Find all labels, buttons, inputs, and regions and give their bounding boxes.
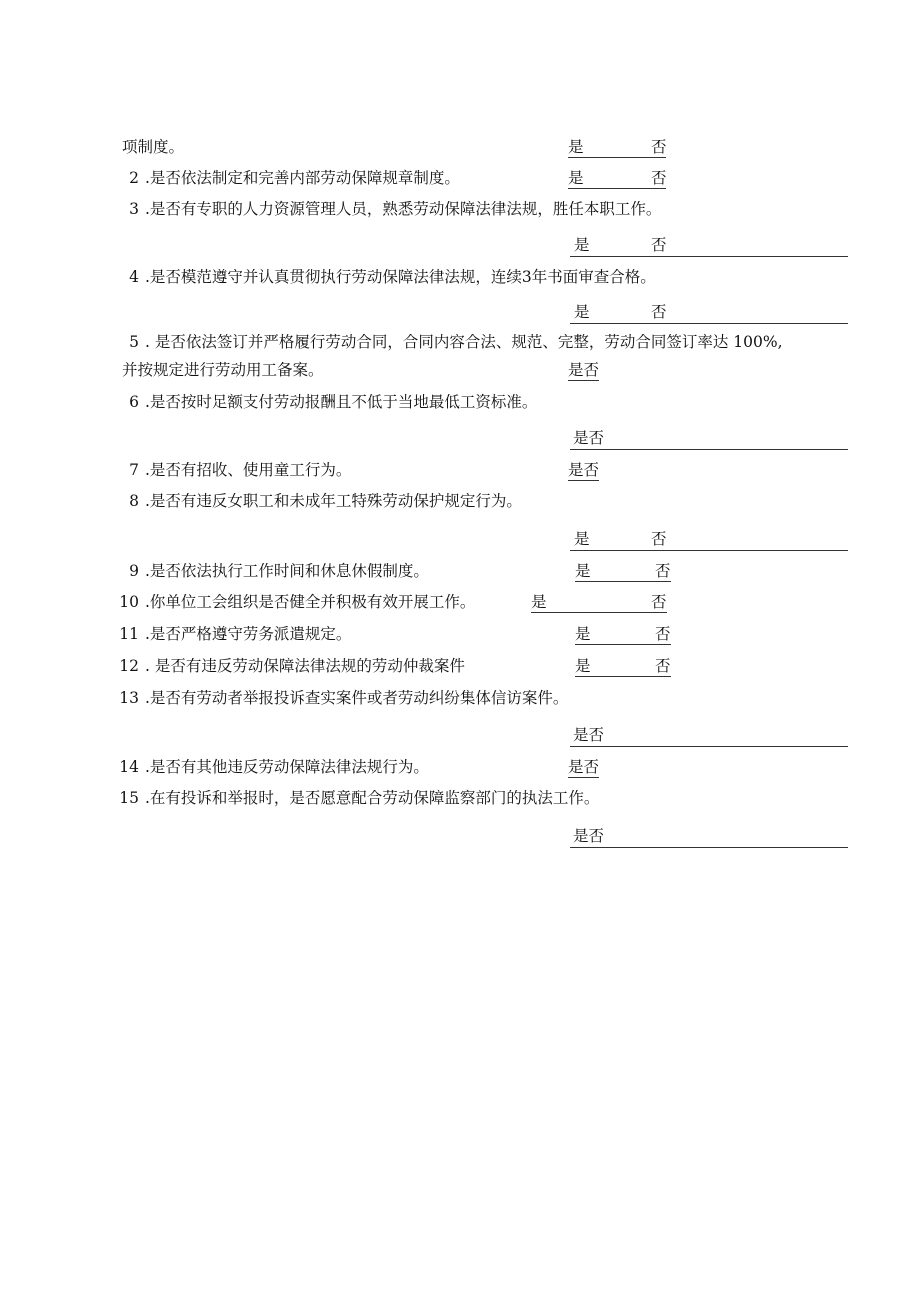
no-option[interactable]: 否 (651, 169, 667, 187)
yes-option[interactable]: 是 (568, 169, 584, 187)
item-6 (117, 392, 537, 412)
item-number: 4 (129, 268, 139, 286)
item-5 (117, 332, 783, 352)
item-11-answer[interactable] (575, 624, 671, 645)
item-8 (117, 491, 522, 511)
yes-option[interactable]: 是 (574, 530, 590, 548)
item-7-answer[interactable]: 是否 (568, 461, 600, 479)
yes-option[interactable]: 是 (568, 138, 584, 156)
item-12 (117, 656, 465, 676)
yes-option[interactable]: 是 (531, 593, 547, 611)
item-text: .是否有劳动者举报投诉查实案件或者劳动纠纷集体信访案件。 (145, 689, 569, 707)
item-number: 6 (129, 393, 139, 411)
item-4-answer[interactable] (574, 302, 674, 322)
item-text: .是否模范遵守并认真贯彻执行劳动保障法律法规，连续3年书面审查合格。 (145, 268, 656, 286)
item-number: 11 (119, 625, 139, 643)
no-option[interactable]: 否 (651, 138, 667, 156)
no-option[interactable]: 否 (655, 657, 671, 675)
item-number: 10 (119, 593, 139, 611)
item-text: .在有投诉和举报时，是否愿意配合劳动保障监察部门的执法工作。 (145, 789, 600, 807)
item-text: .你单位工会组织是否健全并积极有效开展工作。 (145, 593, 476, 611)
item-text: .是否依法制定和完善内部劳动保障规章制度。 (145, 169, 460, 187)
no-option[interactable]: 否 (651, 593, 667, 611)
item-text: .是否严格遵守劳务派遣规定。 (145, 625, 352, 643)
item-number: 2 (129, 169, 139, 187)
item-number: 14 (119, 758, 139, 776)
item-number: 13 (119, 689, 139, 707)
item-2 (117, 168, 460, 188)
no-option[interactable]: 否 (651, 236, 667, 254)
yes-option[interactable]: 是 (574, 236, 590, 254)
item-text: .是否有招收、使用童工行为。 (145, 461, 352, 479)
yes-option[interactable]: 是 (574, 303, 590, 321)
answer-line (570, 746, 848, 747)
item-text: . 是否有违反劳动保障法律法规的劳动仲裁案件 (145, 657, 465, 675)
no-option[interactable]: 否 (651, 303, 667, 321)
item-text: .是否有其他违反劳动保障法律法规行为。 (145, 758, 429, 776)
answer-line (570, 256, 848, 257)
no-option[interactable]: 否 (655, 625, 671, 643)
item-number: 9 (129, 562, 139, 580)
answer-line (570, 550, 848, 551)
answer-line (570, 847, 848, 848)
item-number: 5 (129, 333, 139, 351)
item-15 (117, 788, 599, 808)
item-14 (117, 757, 429, 777)
item-number: 7 (129, 461, 139, 479)
item-text: . 是否依法签订并严格履行劳动合同，合同内容合法、规范、完整，劳动合同签订率达 100%, (145, 333, 783, 351)
no-option[interactable]: 否 (655, 562, 671, 580)
answer-line (570, 449, 848, 450)
item-9 (117, 561, 429, 581)
item-13 (117, 688, 568, 708)
item-text: .是否按时足额支付劳动报酬且不低于当地最低工资标准。 (145, 393, 538, 411)
yes-option[interactable]: 是 (575, 657, 591, 675)
item-number: 8 (129, 492, 139, 510)
item-text: .是否依法执行工作时间和休息休假制度。 (145, 562, 429, 580)
answer-line (570, 323, 848, 324)
item-14-answer[interactable]: 是否 (568, 758, 600, 776)
item-text: .是否有专职的人力资源管理人员，熟悉劳动保障法律法规，胜任本职工作。 (145, 200, 662, 218)
item-number: 12 (119, 657, 139, 675)
item-2-answer[interactable] (568, 168, 666, 189)
item-3 (117, 199, 661, 219)
item-number: 3 (129, 200, 139, 218)
item-continuation-answer[interactable] (568, 137, 666, 158)
item-3-answer[interactable] (574, 235, 674, 255)
item-7 (117, 460, 351, 480)
item-6-answer[interactable]: 是否 (573, 429, 605, 447)
item-text: .是否有违反女职工和未成年工特殊劳动保护规定行为。 (145, 492, 522, 510)
item-12-answer[interactable] (575, 656, 671, 677)
item-10 (117, 592, 475, 612)
item-4 (117, 267, 656, 287)
yes-option[interactable]: 是 (575, 562, 591, 580)
item-9-answer[interactable] (575, 561, 671, 582)
item-10-answer[interactable] (531, 592, 667, 613)
item-13-answer[interactable]: 是否 (573, 726, 605, 744)
item-5-line-2: 并按规定进行劳动用工备案。 (122, 361, 324, 379)
item-8-answer[interactable] (574, 529, 674, 549)
yes-option[interactable]: 是 (575, 625, 591, 643)
item-5-answer[interactable]: 是否 (568, 361, 600, 379)
item-number: 15 (119, 789, 139, 807)
item-continuation-text: 项制度。 (122, 138, 185, 156)
item-15-answer[interactable]: 是否 (573, 827, 605, 845)
item-11 (117, 624, 351, 644)
no-option[interactable]: 否 (651, 530, 667, 548)
